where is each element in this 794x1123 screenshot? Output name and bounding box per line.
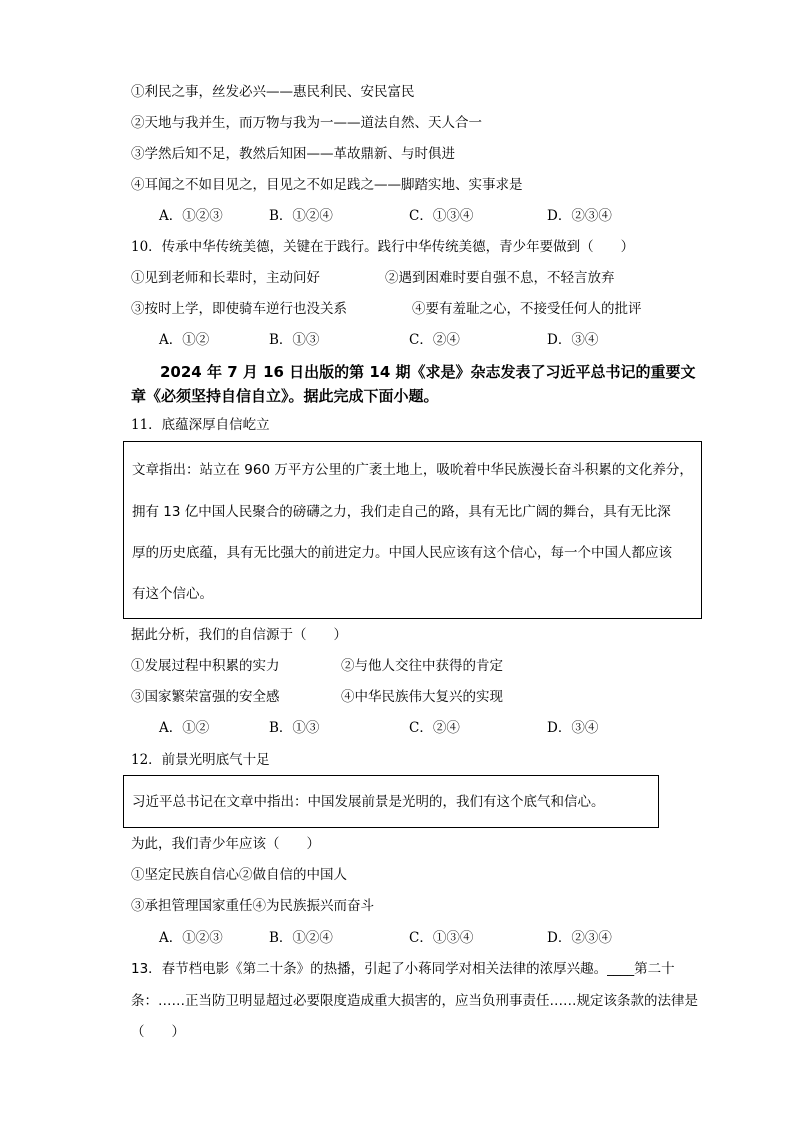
- q10-option-a[interactable]: A．①②: [159, 332, 210, 348]
- q11-title: 11．底蕴深厚自信屹立: [131, 417, 270, 433]
- q9-option-d[interactable]: D．②③④: [547, 208, 612, 224]
- q12-option-a[interactable]: A．①②③: [159, 930, 223, 946]
- q10-item-2: ②遇到困难时要自强不息，不轻言放弃: [385, 270, 615, 286]
- q12-title: 12．前景光明底气十足: [131, 752, 270, 768]
- section-heading-line-1: 2024 年 7 月 16 日出版的第 14 期《求是》杂志发表了习近平总书记的重要文: [160, 363, 696, 381]
- q12-option-c[interactable]: C．①③④: [409, 930, 474, 946]
- q13-line-3: （ ）: [131, 1024, 185, 1040]
- q11-quote-line-1: 文章指出：站立在 960 万平方公里的广袤土地上，吸吮着中华民族漫长奋斗积累的文化养分，: [132, 462, 693, 478]
- q10-items-row-1: [131, 269, 691, 287]
- q9-option-c[interactable]: C．①③④: [409, 208, 474, 224]
- q11-item-3: ③国家繁荣富强的安全感: [131, 689, 280, 705]
- q11-stem: 据此分析，我们的自信源于（ ）: [131, 627, 347, 643]
- q11-quote-line-2: 拥有 13 亿中国人民聚合的磅礴之力，我们走自己的路，具有无比广阔的舞台，具有无比深: [132, 504, 671, 520]
- q10-option-c[interactable]: C．②④: [409, 332, 460, 348]
- q11-item-2: ②与他人交往中获得的肯定: [341, 658, 503, 674]
- q9-option-b[interactable]: B．①②④: [269, 208, 333, 224]
- q12-option-d[interactable]: D．②③④: [547, 930, 612, 946]
- q11-items-row-1: [131, 657, 691, 675]
- q11-option-c[interactable]: C．②④: [409, 720, 460, 736]
- q13-line-2: 条：……正当防卫明显超过必要限度造成重大损害的，应当负刑事责任……规定该条款的法律是: [131, 993, 698, 1009]
- section-heading-line-2: 章《必须坚持自信自立》。据此完成下面小题。: [131, 387, 439, 405]
- q10-item-1: ①见到老师和长辈时，主动问好: [131, 270, 320, 286]
- q10-option-d[interactable]: D．③④: [547, 332, 599, 348]
- q9-item-2: ②天地与我并生，而万物与我为一——道法自然、天人合一: [131, 115, 482, 131]
- q10-item-4: ④要有羞耻之心，不接受任何人的批评: [412, 301, 642, 317]
- q11-items-row-2: [131, 688, 691, 706]
- q9-item-3: ③学然后知不足，教然后知困——革故鼎新、与时俱进: [131, 146, 455, 162]
- q12-items-row-1: ①坚定民族自信心②做自信的中国人: [131, 867, 347, 883]
- q9-item-4: ④耳闻之不如目见之，目见之不如足践之——脚踏实地、实事求是: [131, 177, 523, 193]
- q12-option-b[interactable]: B．①②④: [269, 930, 333, 946]
- q13-line-1: 13．春节档电影《第二十条》的热播，引起了小蒋同学对相关法律的浓厚兴趣。____第二十: [131, 961, 675, 977]
- q11-option-d[interactable]: D．③④: [547, 720, 599, 736]
- q10-stem: 10．传承中华传统美德，关键在于践行。践行中华传统美德，青少年要做到（ ）: [131, 239, 635, 255]
- q9-option-a[interactable]: A．①②③: [159, 208, 223, 224]
- q11-item-4: ④中华民族伟大复兴的实现: [341, 689, 503, 705]
- q12-quote-line: 习近平总书记在文章中指出：中国发展前景是光明的，我们有这个底气和信心。: [132, 794, 605, 810]
- q11-option-b[interactable]: B．①③: [269, 720, 320, 736]
- q11-quote-line-4: 有这个信心。: [132, 586, 213, 602]
- q11-option-a[interactable]: A．①②: [159, 720, 210, 736]
- q10-items-row-2: [131, 300, 691, 318]
- q12-stem: 为此，我们青少年应该（ ）: [131, 836, 320, 852]
- q11-quote-box: [123, 441, 702, 619]
- q11-item-1: ①发展过程中积累的实力: [131, 658, 280, 674]
- q12-quote-box: [123, 775, 659, 828]
- q10-item-3: ③按时上学，即使骑车逆行也没关系: [131, 301, 347, 317]
- q11-quote-line-3: 厚的历史底蕴，具有无比强大的前进定力。中国人民应该有这个信心，每一个中国人都应该: [132, 545, 672, 561]
- q10-option-b[interactable]: B．①③: [269, 332, 320, 348]
- q9-item-1: ①利民之事，丝发必兴——惠民利民、安民富民: [131, 84, 415, 100]
- q12-items-row-2: ③承担管理国家重任④为民族振兴而奋斗: [131, 898, 374, 914]
